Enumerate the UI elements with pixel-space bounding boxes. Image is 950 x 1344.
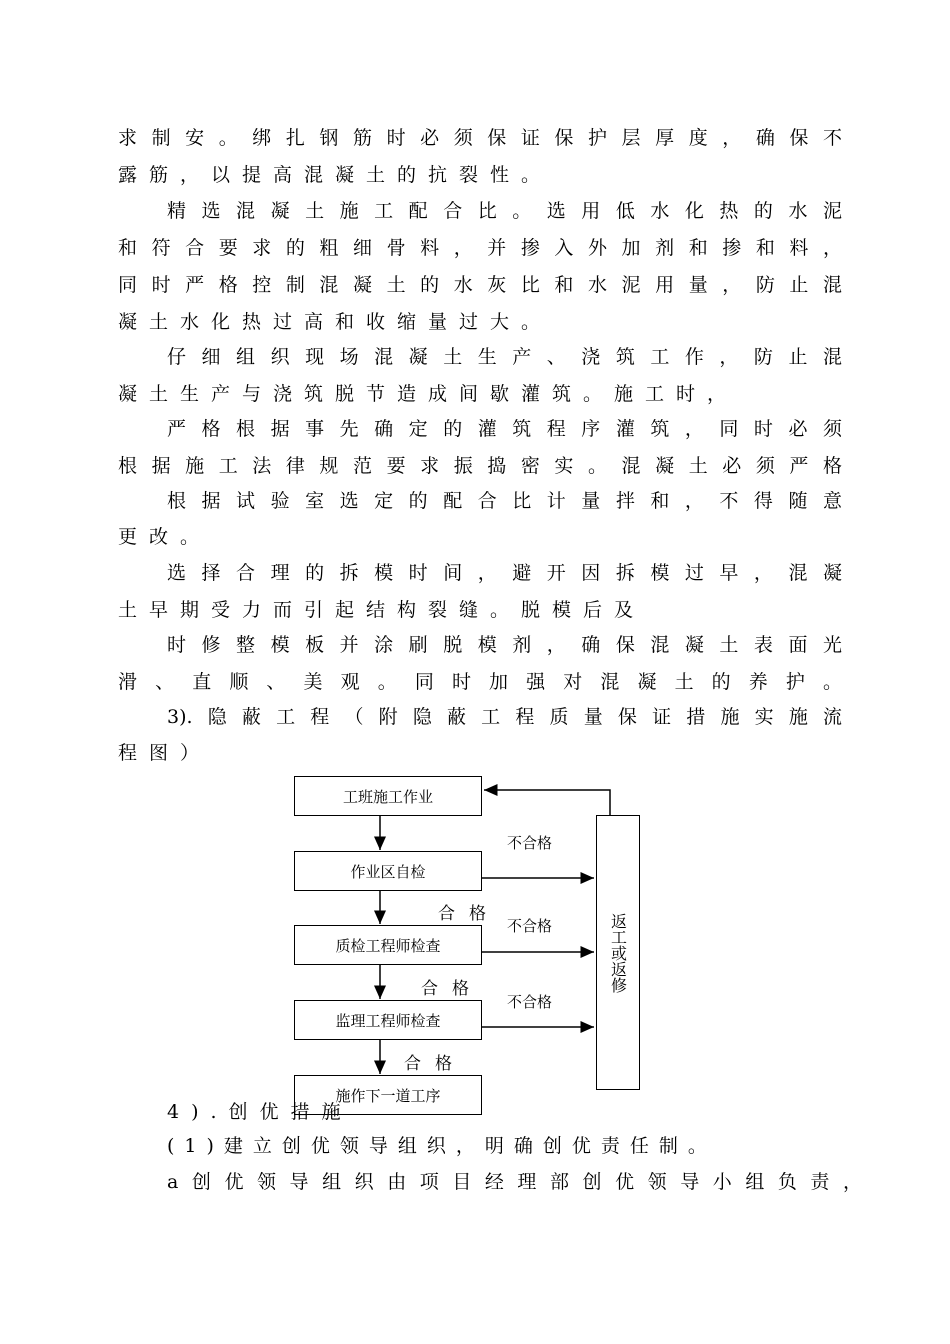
fail-label-1: 不合格 bbox=[507, 834, 553, 852]
para-line-14: 土早期受力而引起结构裂缝。脱模后及 bbox=[118, 599, 646, 621]
para-line-13: 选择合理的拆模时间，避开因拆模过早，混凝 bbox=[167, 562, 842, 584]
para-line-16: 滑、直顺、美观。同时加强对混凝土的养护。 bbox=[118, 671, 842, 693]
pass-label-2: 合格 bbox=[421, 979, 483, 999]
pass-label-3: 合格 bbox=[404, 1054, 466, 1074]
item-a: a创优领导组织由项目经理部创优领导小组负责， bbox=[167, 1171, 862, 1193]
para-line-4: 和符合要求的粗细骨料，并掺入外加剂和掺和料， bbox=[118, 237, 842, 259]
para-line-5: 同时严格控制混凝土的水灰比和水泥用量，防止混 bbox=[118, 274, 842, 296]
fail-label-2: 不合格 bbox=[507, 917, 553, 935]
para-line-17: 3).隐蔽工程（附隐蔽工程质量保证措施实施流 bbox=[167, 706, 842, 728]
para-line-12: 更改。 bbox=[118, 526, 212, 548]
section-heading-4: 4).创优措施 bbox=[167, 1101, 353, 1123]
para-line-1: 求制安。绑扎钢筋时必须保证保护层厚度，确保不 bbox=[118, 127, 842, 149]
para-line-18: 程图） bbox=[118, 742, 212, 764]
flow-step-2: 作业区自检 bbox=[294, 851, 482, 891]
pass-label-1: 合格 bbox=[438, 904, 500, 924]
flow-step-5: 施作下一道工序 bbox=[294, 1075, 482, 1115]
para-line-7: 仔细组织现场混凝土生产、浇筑工作，防止混 bbox=[167, 346, 842, 368]
para-line-10: 根据施工法律规范要求振捣密实。混凝土必须严格 bbox=[118, 455, 842, 477]
rework-box bbox=[596, 815, 640, 1090]
para-line-8: 凝土生产与浇筑脱节造成间歇灌筑。施工时， bbox=[118, 383, 739, 405]
para-line-2: 露筋，以提高混凝土的抗裂性。 bbox=[118, 164, 553, 186]
para-line-3: 精选混凝土施工配合比。选用低水化热的水泥 bbox=[167, 200, 842, 222]
flow-step-3: 质检工程师检查 bbox=[294, 925, 482, 965]
flow-step-4: 监理工程师检查 bbox=[294, 1000, 482, 1040]
para-line-11: 根据试验室选定的配合比计量拌和，不得随意 bbox=[167, 490, 842, 512]
para-line-9: 严格根据事先确定的灌筑程序灌筑，同时必须 bbox=[167, 418, 842, 440]
rework-label: 返工或返修 bbox=[608, 912, 628, 993]
para-line-6: 凝土水化热过高和收缩量过大。 bbox=[118, 311, 553, 333]
flow-step-1: 工班施工作业 bbox=[294, 776, 482, 816]
item-1: (1)建立创优领导组织，明确创优责任制。 bbox=[167, 1135, 717, 1157]
fail-label-3: 不合格 bbox=[507, 993, 553, 1011]
para-line-15: 时修整模板并涂刷脱模剂，确保混凝土表面光 bbox=[167, 634, 842, 656]
